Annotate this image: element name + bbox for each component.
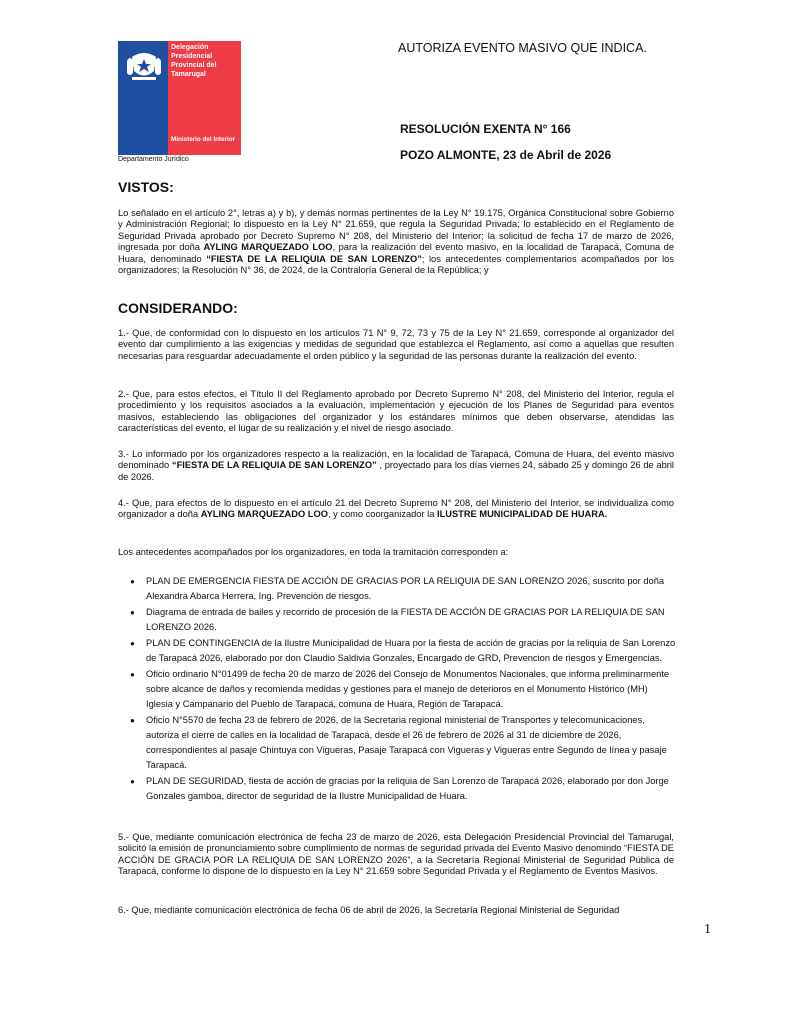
department-label: Departamento Jurídico	[118, 156, 189, 163]
coat-of-arms-icon	[124, 47, 164, 83]
document-subject: AUTORIZA EVENTO MASIVO QUE INDICA.	[398, 41, 647, 55]
resolution-number: RESOLUCIÓN EXENTA N° 166	[400, 122, 571, 136]
vistos-heading: VISTOS:	[118, 179, 174, 195]
logo-ministry-name: Ministerio del Interior	[171, 136, 236, 143]
list-item: ● Oficio ordinario N°01499 de fecha 20 de marzo de 2026 del Consejo de Monumentos Nacionales, que informa preliminarmente sobre alcance de daños y recomienda medidas y gestiones para el manejo de deterioros en el Monumento Histórico (MH) Iglesia y Campanario del Pueblo de Tarapacá, comuna de Huara, Región de Tarapacá.	[130, 667, 676, 712]
considerando-6: 6.- Que, mediante comunicación electrónica de fecha 06 de abril de 2026, la Secretaría Regional Ministerial de Seguridad	[118, 905, 620, 915]
logo-blue-band	[118, 41, 168, 155]
list-item: ● PLAN DE CONTINGENCIA de la Ilustre Municipalidad de Huara por la fiesta de acción de gracias por la reliquia de San Lorenzo de Tarapacá 2026, elaborado por don Claudio Saldivia Gonzales, Encargado de GRD, Prevencion de riesgos y Emergencias.	[130, 636, 676, 666]
considerando-2: 2.- Que, para estos efectos, el Título II del Reglamento aprobado por Decreto Supremo N° 208, del Ministerio del Interior, regula el procedimiento y los requisitos asociados a la evaluación, implementación y ejecución de los Planes de Seguridad para eventos masivos, estableciendo las obligaciones del organizador y los estándares mínimos que deben observarse, atendidas las características del evento, el lugar de su realización y el nivel de riesgo asociado.	[118, 389, 674, 434]
considerando-heading: CONSIDERANDO:	[118, 300, 238, 316]
list-item: ● Diagrama de entrada de bailes y recorrido de procesión de la FIESTA DE ACCIÓN DE GRACIAS POR LA RELIQUIA DE SAN LORENZO 2026.	[130, 605, 676, 635]
place-date: POZO ALMONTE, 23 de Abril de 2026	[400, 148, 612, 162]
list-item: ● PLAN DE SEGURIDAD, fiesta de acción de gracias por la reliquia de San Lorenzo de Tarapacá 2026, elaborado por don Jorge Gonzales gamboa, director de seguridad de la Ilustre Municipalidad de Huara.	[130, 774, 676, 804]
institution-logo	[118, 41, 241, 155]
considerando-3: 3.- Lo informado por los organizadores respecto a la realización, en la localidad de Tarapacá, Comuna de Huara, del evento masivo denominado “FIESTA DE LA RELIQUIA DE SAN LORENZO” , proyectado para los días viernes 24, sábado 25 y domingo 26 de abril de 2026.	[118, 449, 674, 482]
list-item: ● Oficio N°5570 de fecha 23 de febrero de 2026, de la Secretaria regional ministerial de Transportes y telecomunicaciones, autoriza el cierre de calles en la localidad de Tarapacá, desde el 26 de febrero de 2026 al 31 de diciembre de 2026, correspondientes al pasaje Chintuya con Vigueras, Pasaje Tarapacá con Vigueras y Vigueras entre Segundo de línea y pasaje Tarapacá.	[130, 713, 676, 773]
considerando-5: 5.- Que, mediante comunicación electrónica de fecha 23 de marzo de 2026, esta Delegación Presidencial Provincial del Tamarugal, solicitó la emisión de pronunciamiento sobre cumplimiento de normas de seguridad privada del Evento Masivo denomindo “FIESTA DE ACCIÓN DE GRACIA POR LA RELIQUIA DE SAN LORENZO 2026”, a la Secretaría Regional Ministerial de Seguridad Pública de Tarapacá, conforme lo dispone de lo dispuesto en la Ley N° 21.659 sobre Seguridad Privada y el Reglamento de Eventos Masivos.	[118, 832, 674, 877]
logo-institution-name: Delegación Presidencial Provincial del Tamarugal	[171, 44, 217, 78]
vistos-paragraph: Lo señalado en el artículo 2°, letras a) y b), y demás normas pertinentes de la Ley N° 19.175, Orgánica Constitucional sobre Gobierno y Administración Regional; lo dispuesto en la Ley N° 21.659, que regula la Seguridad Privada; lo establecido en el Reglamento de Seguridad Privada aprobado por Decreto Supremo N° 208, del Ministerio del Interior; la solicitud de fecha 17 de marzo de 2026, ingresada por doña AYLING MARQUEZADO LOO, para la realización del evento masivo, en la localidad de Tarapacá, Comuna de Huara, denominado “FIESTA DE LA RELIQUIA DE SAN LORENZO”; los antecedentes complementarios acompañados por los organizadores; la Resolución N° 36, de 2024, de la Contraloría General de la República; y	[118, 208, 675, 276]
antecedentes-intro: Los antecedentes acompañados por los organizadores, en toda la tramitación corresponden a:	[118, 547, 509, 557]
list-item: ● PLAN DE EMERGENCIA FIESTA DE ACCIÓN DE GRACIAS POR LA RELIQUIA DE SAN LORENZO 2026, suscrito por doña Alexandra Abarca Herrera, Ing. Prevención de riesgos.	[130, 574, 676, 604]
considerando-1: 1.- Que, de conformidad con lo dispuesto en los artículos 71 N° 9, 72, 73 y 75 de la Ley N° 21.659, corresponde al organizador del evento dar cumplimiento a las exigencias y medidas de seguridad que establezca el Reglamento, así como a aquellas que resulten necesarias para resguardar adecuadamente el orden público y la seguridad de las personas durante la realización del evento.	[118, 328, 674, 361]
logo-red-band	[168, 41, 241, 155]
page-number: 1	[704, 922, 711, 937]
considerando-4: 4.- Que, para efectos de lo dispuesto en el artículo 21 del Decreto Supremo N° 208, del Ministerio del Interior, se individualiza como organizador a doña AYLING MARQUEZADO LOO, y como coorganizador la ILUSTRE MUNICIPALIDAD DE HUARA.	[118, 498, 674, 520]
antecedentes-list	[130, 574, 676, 805]
